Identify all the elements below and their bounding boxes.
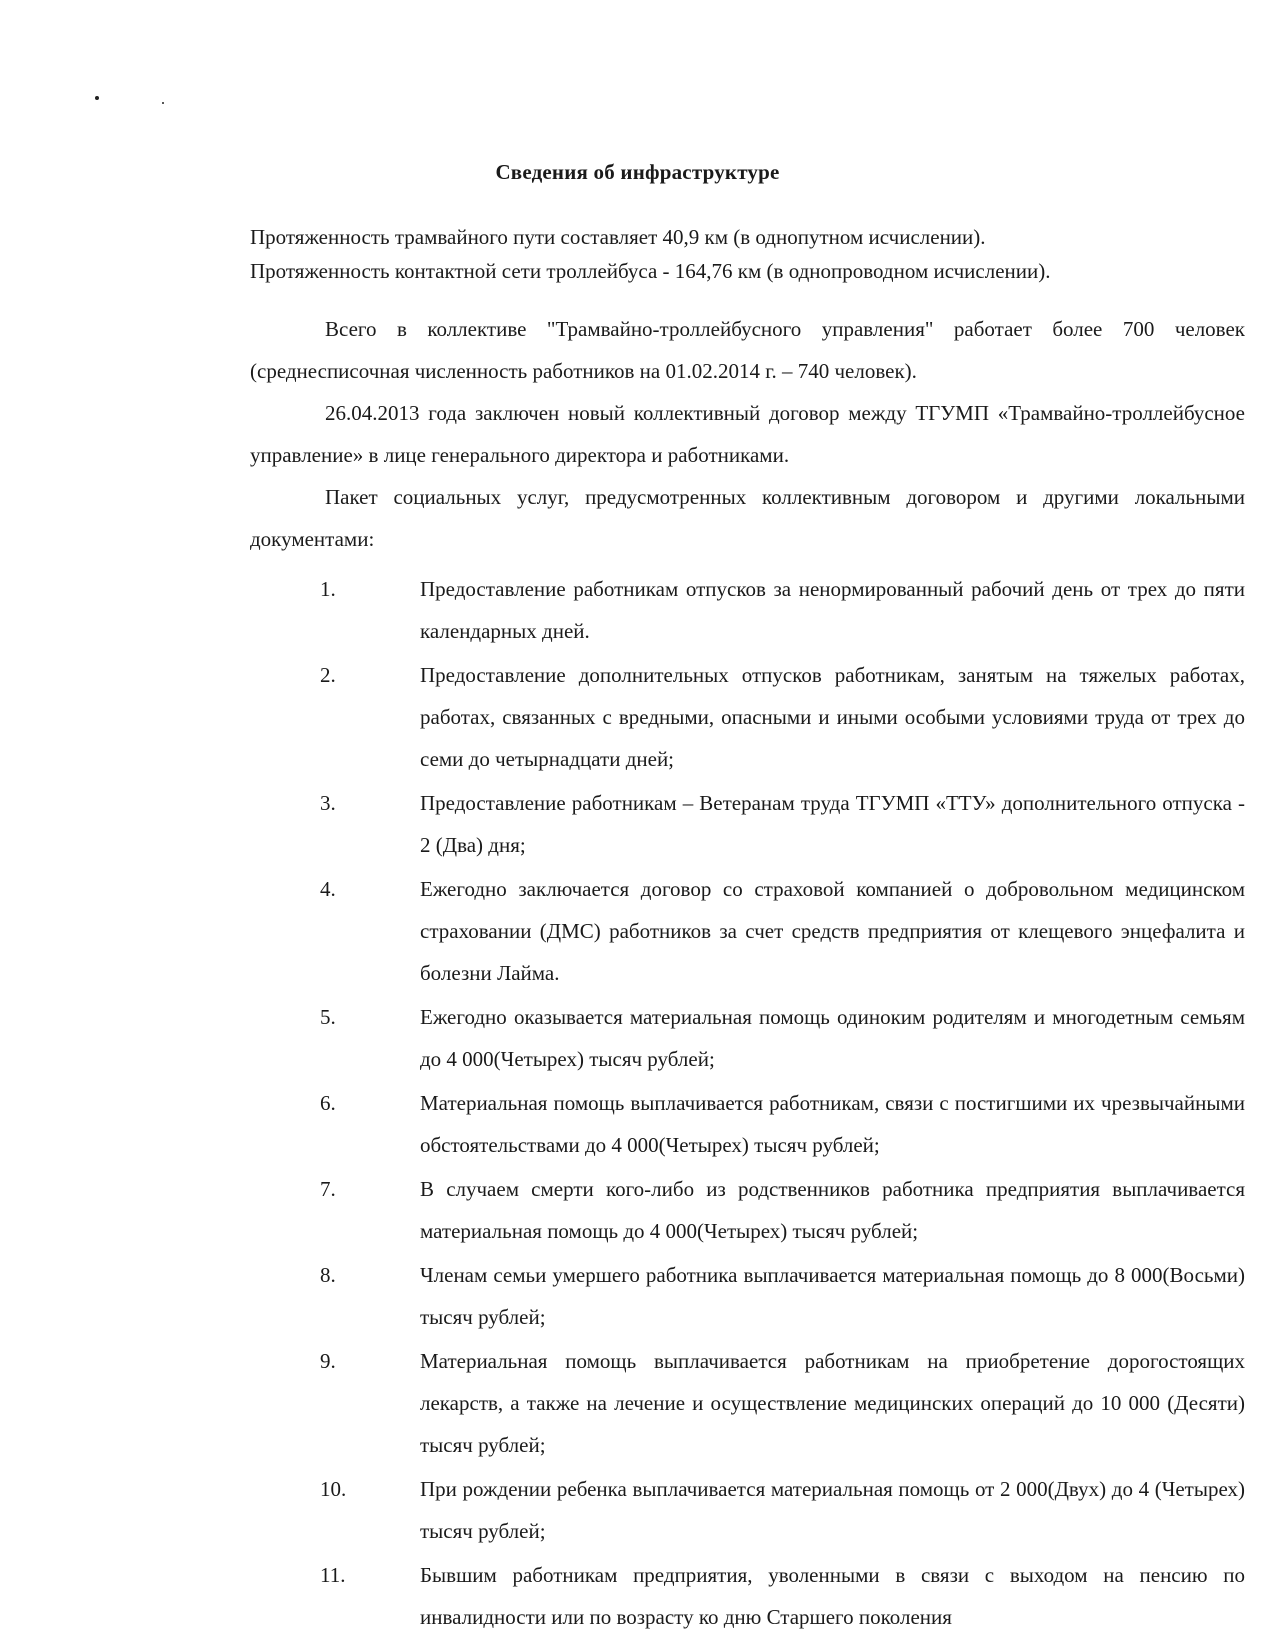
list-item-text: Предоставление работникам – Ветеранам труда ТГУМП «ТТУ» дополнительного отпуска - 2 (Два) дня; xyxy=(420,791,1245,857)
tram-track-length-line: Протяженность трамвайного пути составляет 40,9 км (в однопутном исчислении). xyxy=(250,225,986,249)
list-item-text: Ежегодно заключается договор со страховой компанией о добровольном медицинском страховании (ДМС) работников за счет средств предприятия от клещевого энцефалита и болезни Лайма. xyxy=(420,877,1245,985)
scan-speck-mark xyxy=(162,102,164,104)
document-body xyxy=(250,220,1245,1640)
scan-speck-mark xyxy=(95,96,99,100)
list-item xyxy=(250,1254,1245,1338)
collective-agreement-paragraph: 26.04.2013 года заключен новый коллективный договор между ТГУМП «Трамвайно-троллейбусное управление» в лице генерального директора и работниками. xyxy=(250,401,1245,467)
list-item-text: При рождении ребенка выплачивается материальная помощь от 2 000(Двух) до 4 (Четырех) тысяч рублей; xyxy=(420,1477,1245,1543)
list-item-text: Материальная помощь выплачивается работникам, связи с постигшими их чрезвычайными обстоятельствами до 4 000(Четырех) тысяч рублей; xyxy=(420,1091,1245,1157)
list-item-number: 2. xyxy=(320,663,336,687)
list-item-number: 3. xyxy=(320,791,336,815)
list-item xyxy=(250,1468,1245,1552)
list-item xyxy=(250,1340,1245,1466)
list-item-text: Членам семьи умершего работника выплачивается материальная помощь до 8 000(Восьми) тысяч рублей; xyxy=(420,1263,1245,1329)
social-package-intro-paragraph: Пакет социальных услуг, предусмотренных коллективным договором и другими локальными документами: xyxy=(250,485,1245,551)
list-item-number: 7. xyxy=(320,1177,336,1201)
social-benefits-list xyxy=(250,568,1245,1638)
list-item xyxy=(250,782,1245,866)
list-item-text: Предоставление работникам отпусков за ненормированный рабочий день от трех до пяти календарных дней. xyxy=(420,577,1245,643)
trolleybus-network-length-line: Протяженность контактной сети троллейбуса - 164,76 км (в однопроводном исчислении). xyxy=(250,259,1051,283)
list-item-number: 9. xyxy=(320,1349,336,1373)
list-item xyxy=(250,996,1245,1080)
list-item xyxy=(250,868,1245,994)
list-item-text: Материальная помощь выплачивается работникам на приобретение дорогостоящих лекарств, а также на лечение и осуществление медицинских операций до 10 000 (Десяти) тысяч рублей; xyxy=(420,1349,1245,1457)
list-item-text: Бывшим работникам предприятия, уволенными в связи с выходом на пенсию по инвалидности или по возрасту ко дню Старшего поколения xyxy=(420,1563,1245,1629)
list-item xyxy=(250,568,1245,652)
list-item-number: 4. xyxy=(320,877,336,901)
list-item-text: Ежегодно оказывается материальная помощь одиноким родителям и многодетным семьям до 4 000(Четырех) тысяч рублей; xyxy=(420,1005,1245,1071)
list-item-number: 10. xyxy=(320,1477,347,1501)
list-item xyxy=(250,1082,1245,1166)
list-item-number: 1. xyxy=(320,577,336,601)
list-item xyxy=(250,1554,1245,1638)
staff-count-paragraph: Всего в коллективе "Трамвайно-троллейбусного управления" работает более 700 человек (среднесписочная численность работников на 01.02.2014 г. – 740 человек). xyxy=(250,317,1245,383)
list-item xyxy=(250,654,1245,780)
list-item-number: 6. xyxy=(320,1091,336,1115)
list-item-number: 8. xyxy=(320,1263,336,1287)
list-item-number: 11. xyxy=(320,1563,346,1587)
list-item-number: 5. xyxy=(320,1005,336,1029)
list-item-text: Предоставление дополнительных отпусков работникам, занятым на тяжелых работах, работах, связанных с вредными, опасными и иными особыми условиями труда от трех до семи до четырнадцати дней; xyxy=(420,663,1245,771)
list-item-text: В случаем смерти кого-либо из родственников работника предприятия выплачивается материальная помощь до 4 000(Четырех) тысяч рублей; xyxy=(420,1177,1245,1243)
list-item xyxy=(250,1168,1245,1252)
document-title: Сведения об инфраструктуре xyxy=(495,160,780,184)
